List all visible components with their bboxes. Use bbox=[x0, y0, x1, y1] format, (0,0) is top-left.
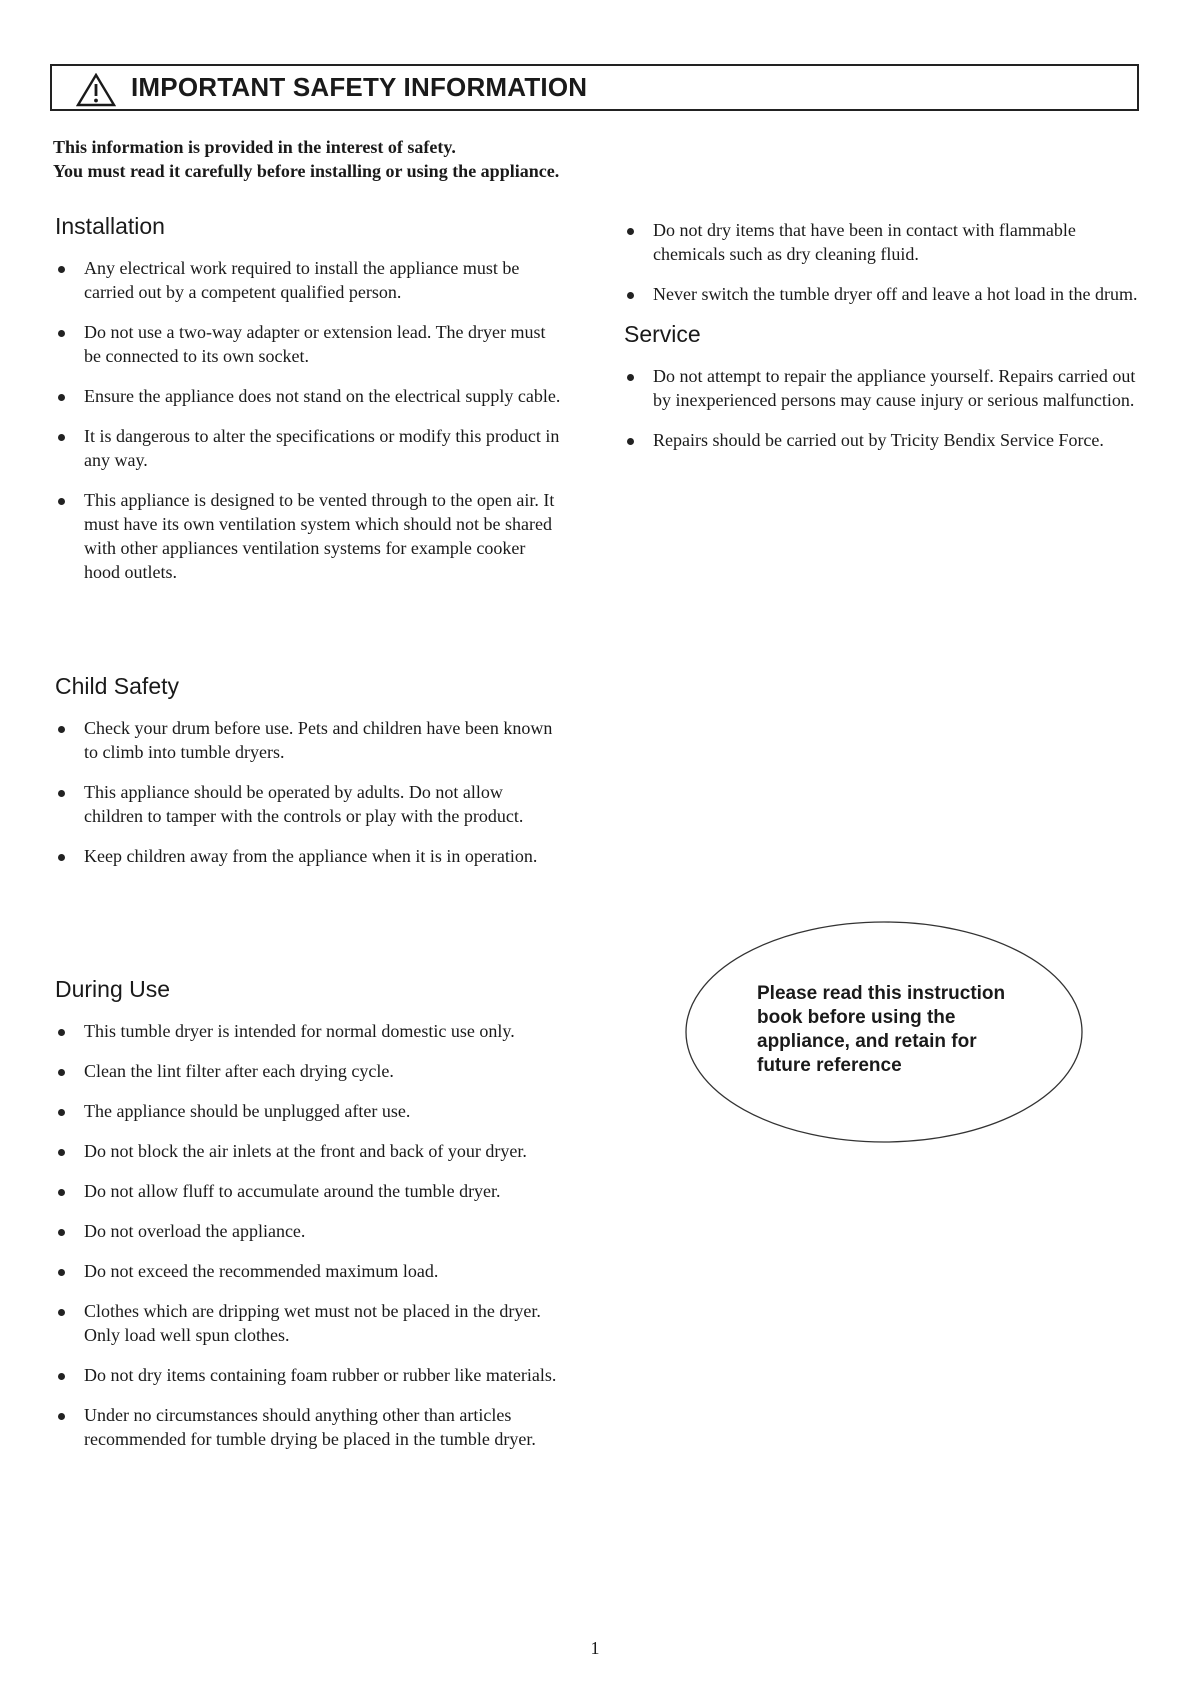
list-item bbox=[55, 1403, 565, 1451]
list-item bbox=[55, 424, 565, 472]
list-item-text: Never switch the tumble dryer off and leave a hot load in the drum. bbox=[653, 284, 1138, 304]
bullet-icon bbox=[58, 1109, 65, 1116]
notice-line: Please read this instruction bbox=[757, 983, 1006, 1004]
child-safety-list bbox=[55, 716, 565, 868]
during-use-section bbox=[55, 975, 565, 1467]
bullet-icon bbox=[58, 1189, 65, 1196]
notice-line: appliance, and retain for bbox=[757, 1031, 977, 1052]
child-safety-heading: Child Safety bbox=[55, 673, 180, 699]
bullet-icon bbox=[58, 1413, 65, 1420]
list-item-text: Clean the lint filter after each drying cycle. bbox=[84, 1061, 394, 1081]
bullet-icon bbox=[58, 1149, 65, 1156]
notice-line: book before using the bbox=[757, 1007, 956, 1028]
list-item-text: The appliance should be unplugged after use. bbox=[84, 1101, 411, 1121]
list-item bbox=[55, 384, 565, 408]
list-item bbox=[55, 1179, 565, 1203]
bullet-icon bbox=[58, 790, 65, 797]
list-item bbox=[55, 844, 565, 868]
safety-header-box bbox=[50, 64, 1139, 111]
child-safety-section bbox=[55, 672, 565, 884]
list-item bbox=[55, 1099, 565, 1123]
list-item bbox=[55, 1139, 565, 1163]
list-item-text: Clothes which are dripping wet must not be placed in the dryer. Only load well spun clothes. bbox=[84, 1301, 541, 1345]
bullet-icon bbox=[58, 726, 65, 733]
list-item-text: Keep children away from the appliance when it is in operation. bbox=[84, 846, 538, 866]
bullet-icon bbox=[58, 1229, 65, 1236]
list-item bbox=[55, 320, 565, 368]
warning-triangle-icon bbox=[76, 73, 116, 107]
list-item bbox=[55, 256, 565, 304]
list-item bbox=[55, 1219, 565, 1243]
page-number: 1 bbox=[590, 1638, 600, 1658]
bullet-icon bbox=[627, 292, 634, 299]
during-use-heading: During Use bbox=[55, 976, 171, 1002]
list-item-text: Check your drum before use. Pets and children have been known to climb into tumble dryers. bbox=[84, 718, 553, 762]
bullet-icon bbox=[58, 1029, 65, 1036]
bullet-icon bbox=[58, 1373, 65, 1380]
list-item bbox=[55, 1259, 565, 1283]
list-item bbox=[55, 780, 565, 828]
list-item-text: Repairs should be carried out by Tricity Bendix Service Force. bbox=[653, 430, 1104, 450]
installation-list bbox=[55, 256, 565, 584]
list-item-text: It is dangerous to alter the specifications or modify this product in any way. bbox=[84, 426, 560, 470]
list-item bbox=[55, 1059, 565, 1083]
bullet-icon bbox=[627, 438, 634, 445]
list-item bbox=[55, 488, 565, 584]
list-item bbox=[55, 1363, 565, 1387]
list-item-text: Do not attempt to repair the appliance yourself. Repairs carried out by inexperienced persons may cause injury or serious malfunction. bbox=[653, 366, 1136, 410]
bullet-icon bbox=[58, 854, 65, 861]
list-item bbox=[624, 364, 1144, 412]
notice-text bbox=[757, 982, 1057, 1078]
list-item-text: Do not exceed the recommended maximum load. bbox=[84, 1261, 439, 1281]
list-item-text: Do not dry items that have been in contact with flammable chemicals such as dry cleaning fluid. bbox=[653, 220, 1076, 264]
list-item-text: This appliance is designed to be vented through to the open air. It must have its own ventilation system which should not be shared with other appliances ventilation systems for example cooker hood outlets. bbox=[84, 490, 555, 582]
installation-continued-list bbox=[624, 218, 1144, 306]
installation-heading: Installation bbox=[55, 213, 165, 239]
bullet-icon bbox=[627, 228, 634, 235]
bullet-icon bbox=[627, 374, 634, 381]
list-item bbox=[624, 218, 1144, 266]
list-item bbox=[624, 282, 1144, 306]
bullet-icon bbox=[58, 434, 65, 441]
bullet-icon bbox=[58, 266, 65, 273]
notice-oval bbox=[682, 918, 1086, 1146]
list-item-text: Ensure the appliance does not stand on the electrical supply cable. bbox=[84, 386, 561, 406]
list-item-text: Do not dry items containing foam rubber or rubber like materials. bbox=[84, 1365, 557, 1385]
intro-line: This information is provided in the interest of safety. bbox=[53, 137, 456, 157]
page-title: IMPORTANT SAFETY INFORMATION bbox=[131, 72, 588, 102]
bullet-icon bbox=[58, 1309, 65, 1316]
list-item-text: Do not allow fluff to accumulate around the tumble dryer. bbox=[84, 1181, 501, 1201]
service-section bbox=[624, 320, 1144, 452]
bullet-icon bbox=[58, 1269, 65, 1276]
notice-line: future reference bbox=[757, 1055, 902, 1076]
list-item bbox=[55, 1299, 565, 1347]
installation-section bbox=[55, 212, 565, 600]
list-item-text: Do not overload the appliance. bbox=[84, 1221, 306, 1241]
list-item bbox=[55, 716, 565, 764]
bullet-icon bbox=[58, 498, 65, 505]
list-item-text: Do not block the air inlets at the front and back of your dryer. bbox=[84, 1141, 527, 1161]
list-item bbox=[55, 1019, 565, 1043]
list-item-text: This tumble dryer is intended for normal domestic use only. bbox=[84, 1021, 515, 1041]
list-item-text: Any electrical work required to install the appliance must be carried out by a competent qualified person. bbox=[84, 258, 520, 302]
bullet-icon bbox=[58, 394, 65, 401]
bullet-icon bbox=[58, 330, 65, 337]
right-column bbox=[624, 218, 1144, 468]
list-item-text: Do not use a two-way adapter or extension lead. The dryer must be connected to its own socket. bbox=[84, 322, 546, 366]
bullet-icon bbox=[58, 1069, 65, 1076]
service-heading: Service bbox=[624, 321, 701, 347]
during-use-list bbox=[55, 1019, 565, 1451]
service-list bbox=[624, 364, 1144, 452]
list-item-text: This appliance should be operated by adults. Do not allow children to tamper with the controls or play with the product. bbox=[84, 782, 524, 826]
intro-line: You must read it carefully before installing or using the appliance. bbox=[53, 161, 560, 181]
list-item-text: Under no circumstances should anything other than articles recommended for tumble drying be placed in the tumble dryer. bbox=[84, 1405, 536, 1449]
list-item bbox=[624, 428, 1144, 452]
intro-text bbox=[53, 135, 559, 183]
